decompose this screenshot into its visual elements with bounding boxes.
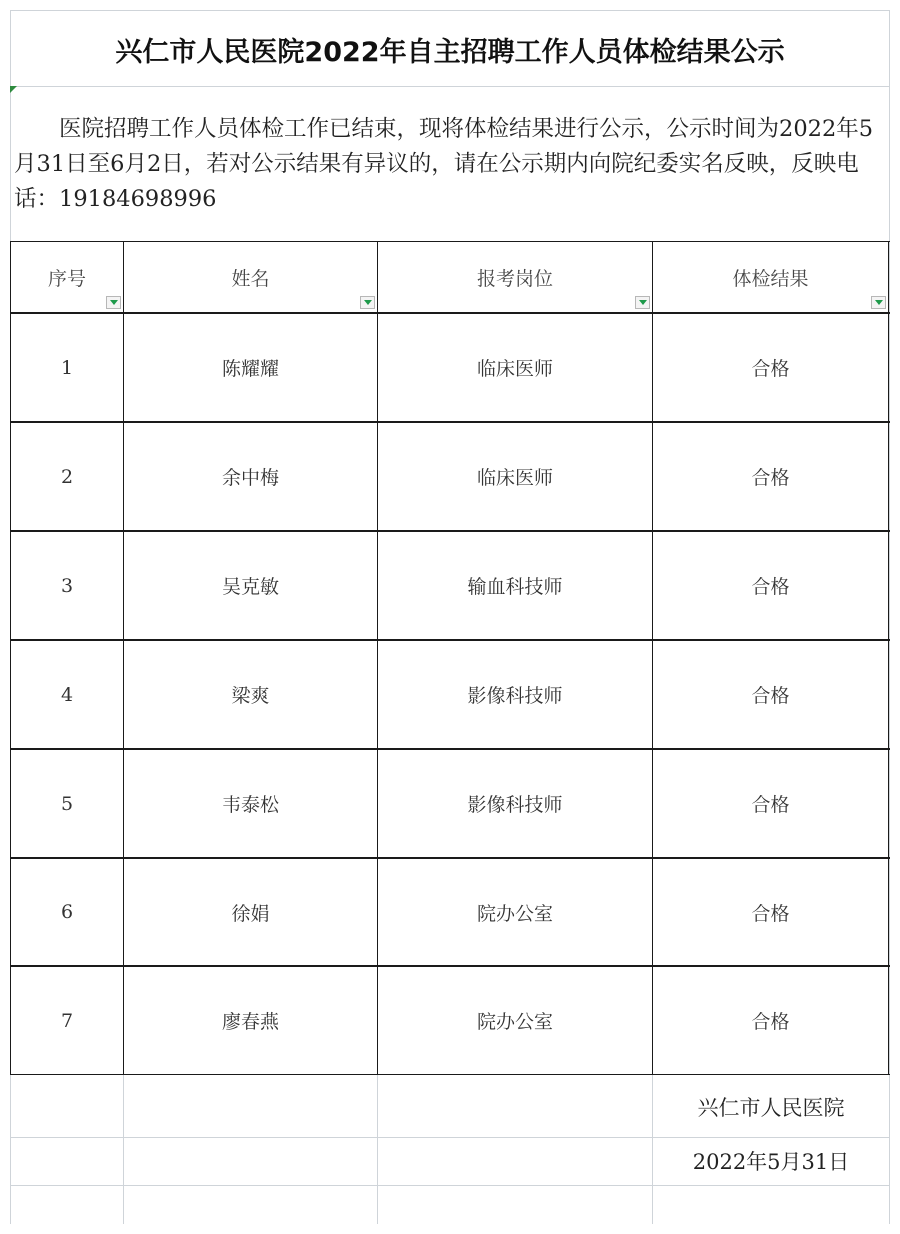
row-position: 临床医师 bbox=[476, 358, 553, 380]
row-position: 影像科技师 bbox=[467, 685, 563, 707]
header-name: 姓名 bbox=[231, 267, 270, 290]
filter-dropdown-index[interactable] bbox=[106, 296, 121, 309]
filter-dropdown-result[interactable] bbox=[871, 296, 886, 309]
row-position: 院办公室 bbox=[476, 1011, 553, 1033]
row-result: 合格 bbox=[751, 467, 790, 489]
notice-paragraph: 医院招聘工作人员体检工作已结束，现将体检结果进行公示，公示时间为2022年5月31日至6月2日，若对公示结果有异议的，请在公示期内向院纪委实名反映，反映电话：19184698996 bbox=[14, 116, 874, 212]
row-index: 1 bbox=[60, 356, 74, 379]
header-result: 体检结果 bbox=[732, 267, 809, 290]
footer-organization: 兴仁市人民医院 bbox=[697, 1096, 845, 1120]
row-position: 临床医师 bbox=[476, 467, 553, 489]
chevron-down-icon bbox=[875, 300, 883, 305]
row-index: 6 bbox=[60, 901, 74, 923]
row-index: 3 bbox=[60, 574, 74, 597]
row-name: 余中梅 bbox=[221, 467, 279, 489]
row-index: 5 bbox=[60, 792, 74, 815]
chevron-down-icon bbox=[364, 300, 372, 305]
row-result: 合格 bbox=[751, 358, 790, 380]
row-name: 吴克敏 bbox=[221, 576, 279, 598]
row-name: 廖春燕 bbox=[221, 1011, 279, 1033]
chevron-down-icon bbox=[639, 300, 647, 305]
cell-marker bbox=[10, 86, 17, 93]
row-result: 合格 bbox=[751, 1011, 790, 1033]
footer-date: 2022年5月31日 bbox=[692, 1150, 850, 1174]
filter-dropdown-name[interactable] bbox=[360, 296, 375, 309]
row-result: 合格 bbox=[751, 794, 790, 816]
chevron-down-icon bbox=[110, 300, 118, 305]
row-name: 梁爽 bbox=[231, 685, 270, 707]
row-name: 徐娟 bbox=[231, 902, 270, 925]
row-index: 4 bbox=[60, 683, 74, 706]
row-result: 合格 bbox=[751, 685, 790, 707]
page-title: 兴仁市人民医院2022年自主招聘工作人员体检结果公示 bbox=[115, 36, 785, 68]
row-result: 合格 bbox=[751, 902, 790, 925]
row-position: 影像科技师 bbox=[467, 794, 563, 816]
header-position: 报考岗位 bbox=[476, 267, 553, 290]
row-position: 院办公室 bbox=[476, 902, 553, 925]
filter-dropdown-position[interactable] bbox=[635, 296, 650, 309]
row-result: 合格 bbox=[751, 576, 790, 598]
row-name: 陈耀耀 bbox=[221, 358, 279, 380]
header-index: 序号 bbox=[47, 267, 86, 290]
row-name: 韦泰松 bbox=[221, 794, 279, 816]
row-position: 输血科技师 bbox=[467, 576, 563, 598]
row-index: 2 bbox=[60, 465, 74, 488]
row-index: 7 bbox=[60, 1009, 74, 1032]
